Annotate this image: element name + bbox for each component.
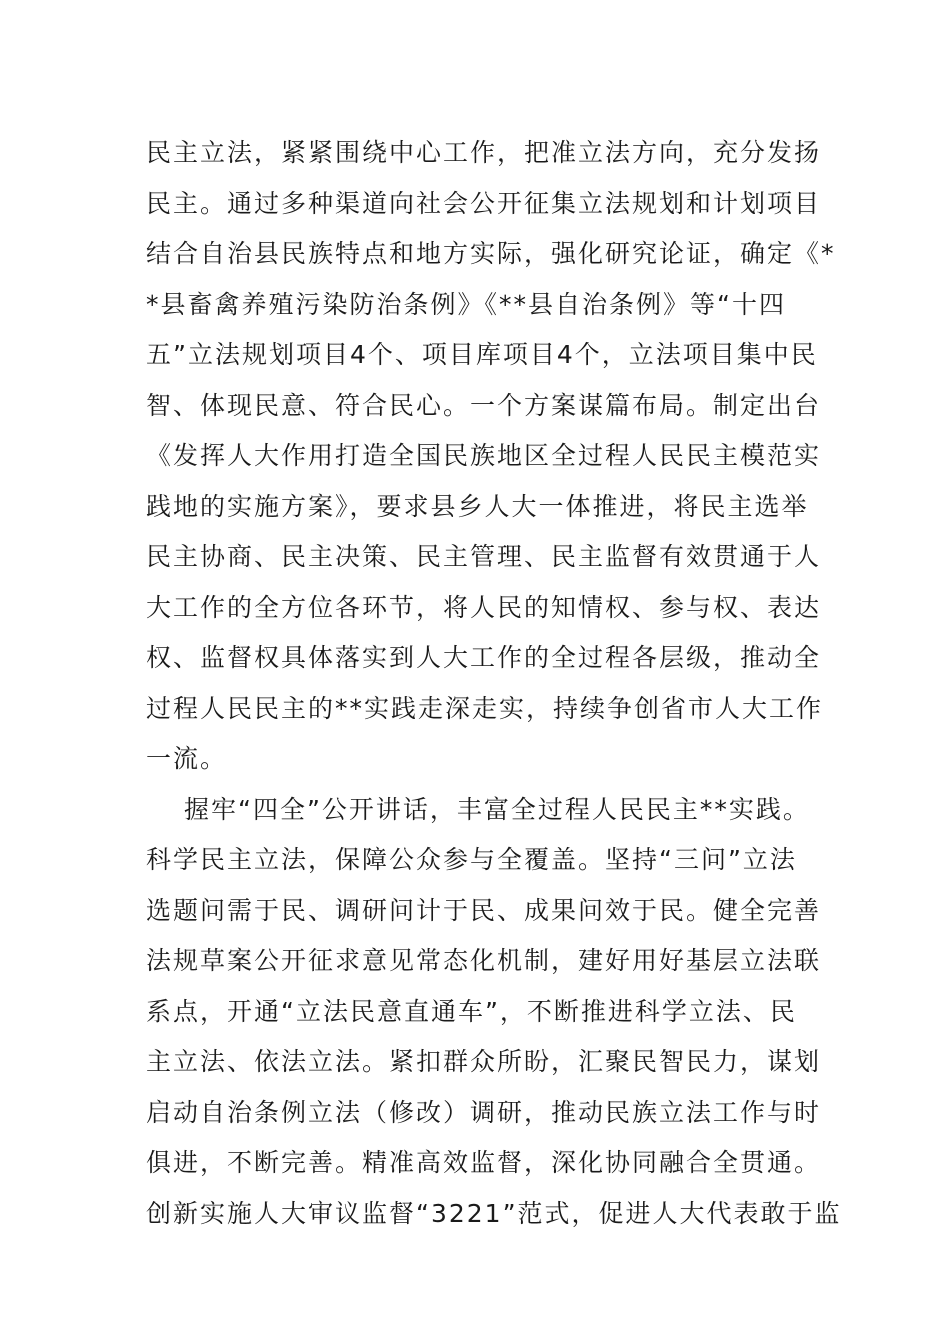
text-line: 系点，开通“立法民意直通车”，不断推进科学立法、民: [146, 996, 797, 1026]
text-line: 大工作的全方位各环节，将人民的知情权、参与权、表达: [146, 592, 822, 622]
text-line: 科学民主立法，保障公众参与全覆盖。坚持“三问”立法: [146, 845, 797, 874]
text-line: 启动自治条例立法（修改）调研，推动民族立法工作与时: [146, 1097, 822, 1127]
text-line: 结合自治县民族特点和地方实际，强化研究论证，确定《*: [146, 239, 836, 268]
text-line: 创新实施人大审议监督“3221”范式，促进人大代表敢于监: [146, 1198, 842, 1228]
text-line: 智、体现民意、符合民心。一个方案谋篇布局。制定出台: [146, 390, 822, 420]
text-line: 践地的实施方案》，要求县乡人大一体推进，将民主选举: [146, 491, 809, 521]
text-line: 俱进，不断完善。精准高效监督，深化协同融合全贯通。: [146, 1148, 822, 1177]
text-line: 权、监督权具体落实到人大工作的全过程各层级，推动全: [146, 643, 822, 672]
body-text: [146, 128, 842, 1239]
text-line: 民主立法，紧紧围绕中心工作，把准立法方向，充分发扬: [146, 138, 822, 167]
text-line: 《发挥人大作用打造全国民族地区全过程人民民主模范实: [146, 441, 822, 470]
text-line: *县畜禽养殖污染防治条例》《**县自治条例》等“十四: [146, 289, 786, 319]
text-line: 五”立法规划项目4个、项目库项目4个，立法项目集中民: [146, 340, 818, 369]
text-line: 民主协商、民主决策、民主管理、民主监督有效贯通于人: [146, 542, 822, 571]
text-line: 民主。通过多种渠道向社会公开征集立法规划和计划项目: [146, 188, 822, 218]
text-line: 法规草案公开征求意见常态化机制，建好用好基层立法联: [146, 946, 822, 975]
text-line: 过程人民民主的**实践走深走实，持续争创省市人大工作: [146, 693, 824, 723]
text-line: 主立法、依法立法。紧扣群众所盼，汇聚民智民力，谋划: [146, 1047, 822, 1076]
paragraph-first-line: 握牢“四全”公开讲话，丰富全过程人民民主**实践。: [184, 794, 810, 824]
text-line: 一流。: [146, 744, 228, 773]
text-line: 选题问需于民、调研问计于民、成果问效于民。健全完善: [146, 895, 822, 925]
